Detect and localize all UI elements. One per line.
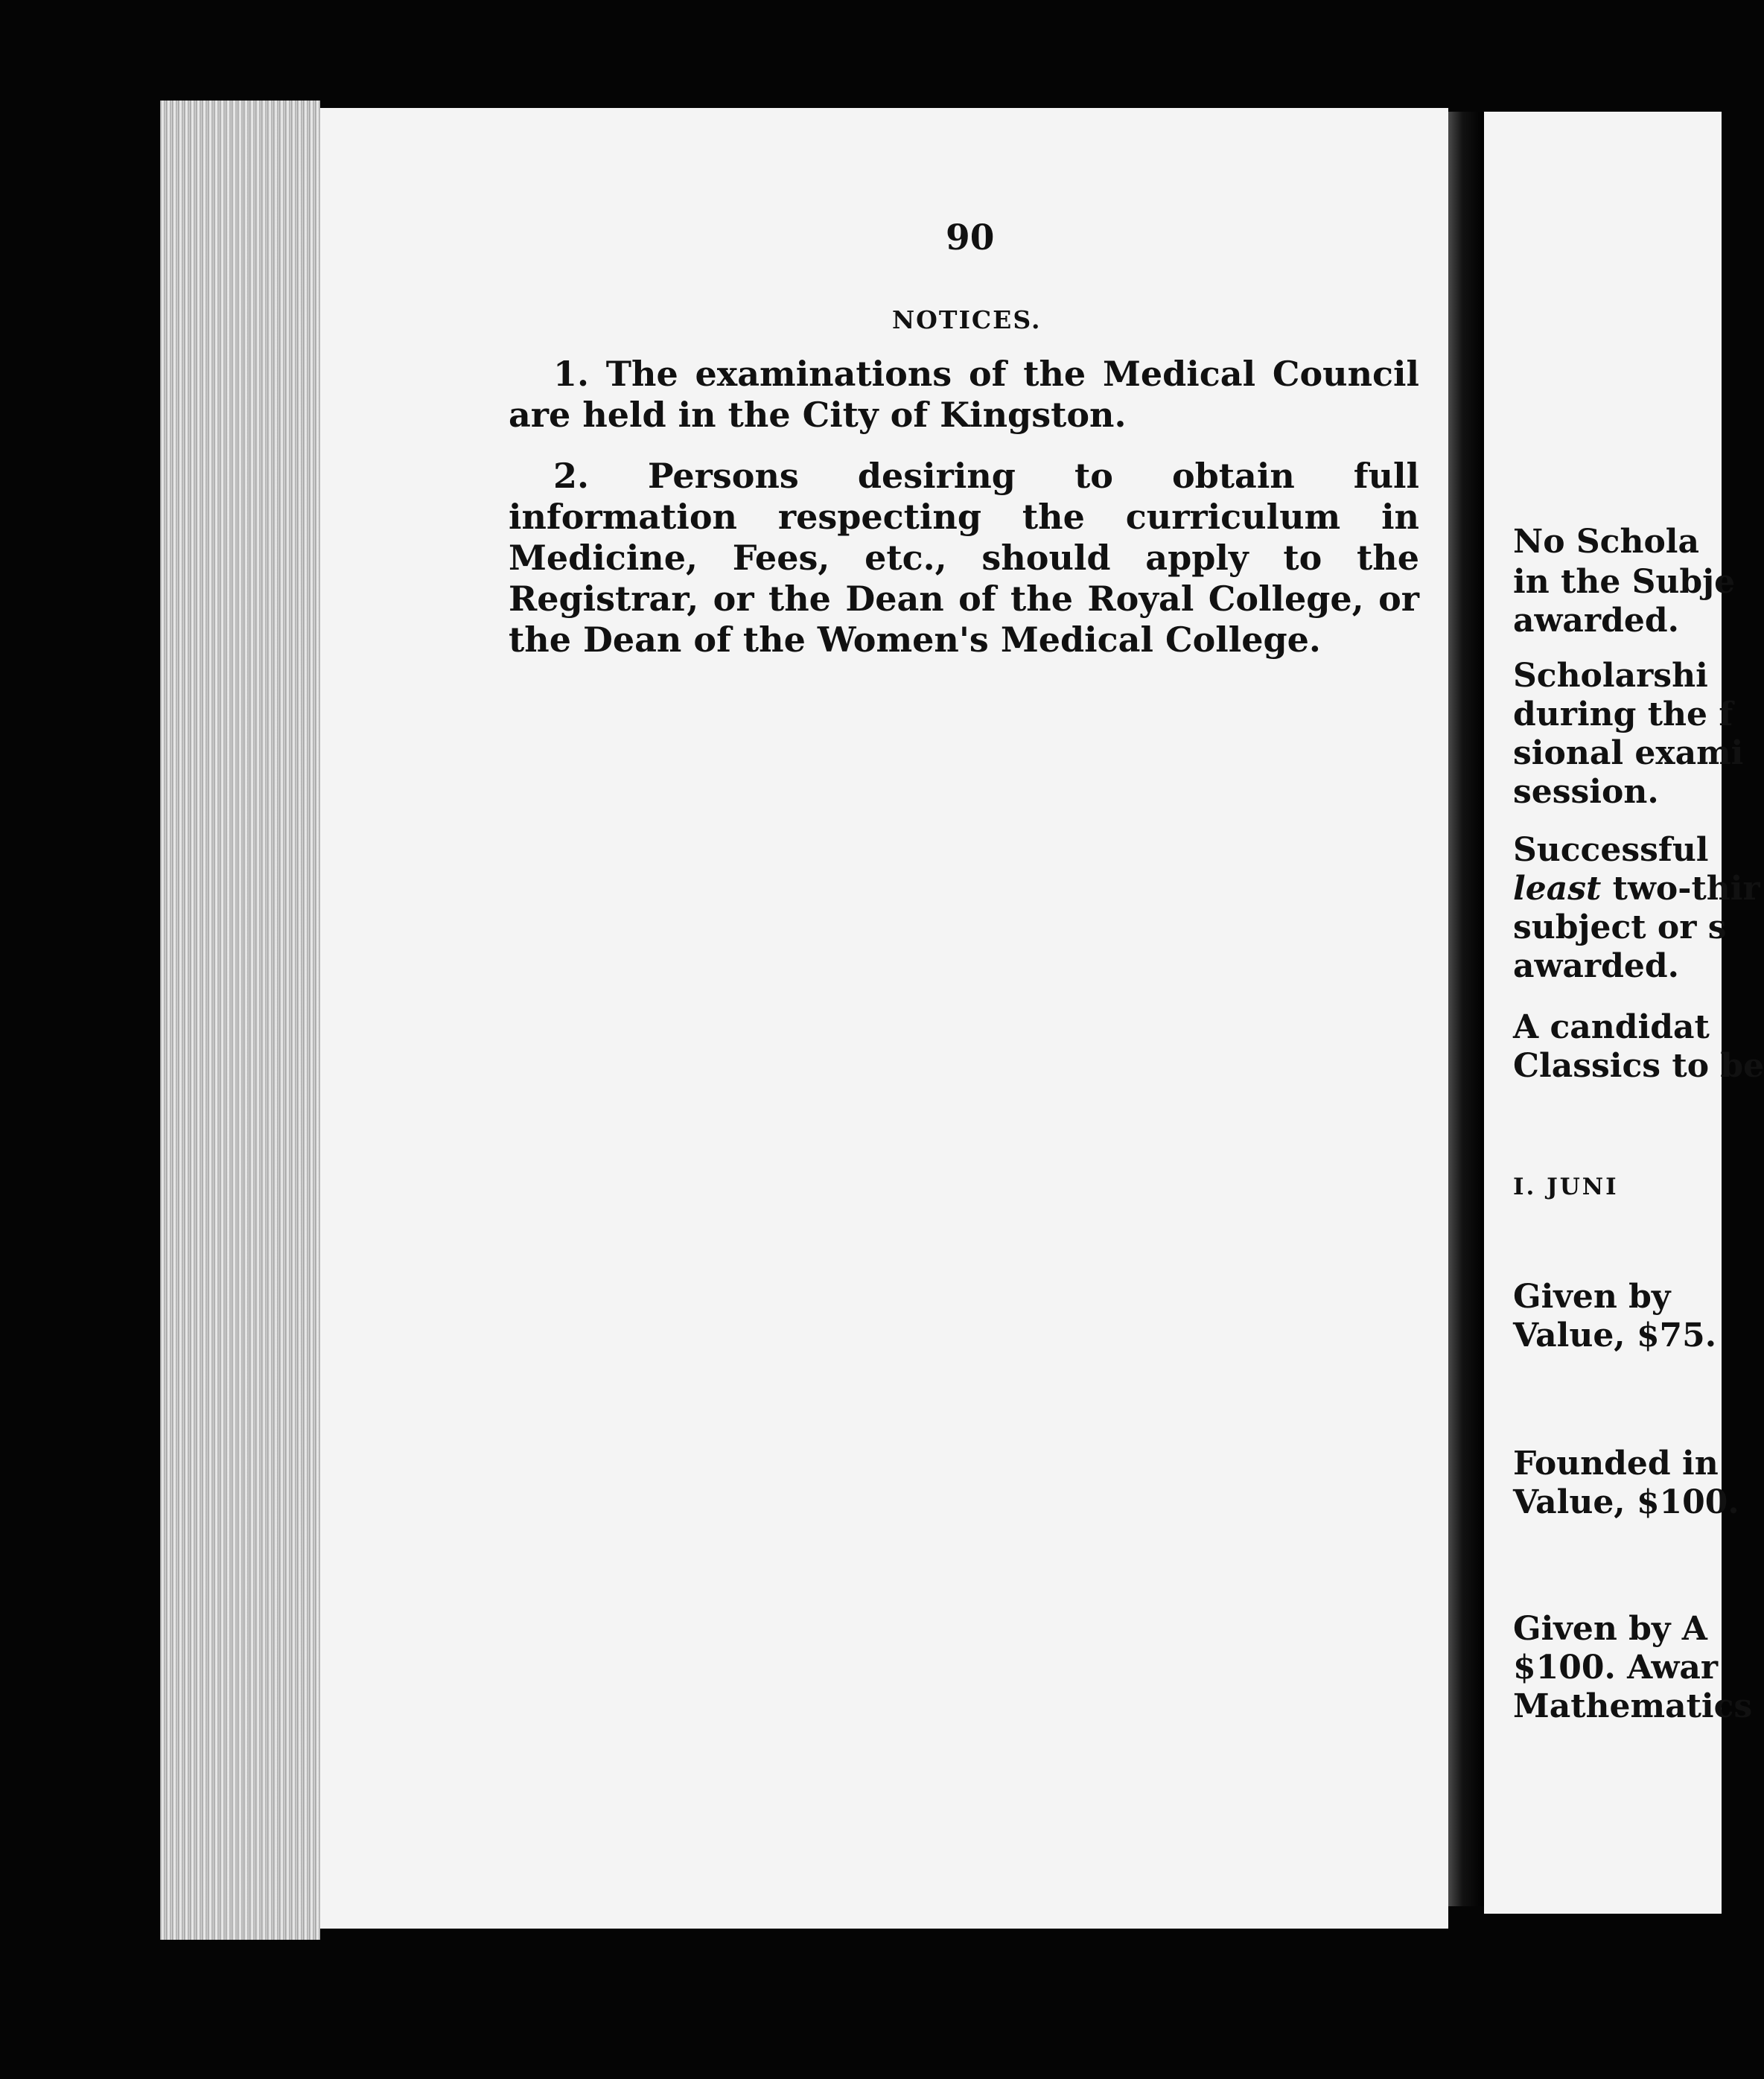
right-line: Successful (1513, 831, 1709, 869)
right-section-heading: I. JUNI (1513, 1174, 1619, 1200)
notice-2 (509, 456, 1419, 660)
right-line: Value, $75. (1513, 1317, 1717, 1354)
right-line: sional exami (1513, 734, 1744, 772)
notice-2-text: 2. Persons desiring to obtain full information respecting the curriculum in Medicine, Fees, etc., should apply to the Registrar, or the Dean of the Royal College, or the Dean of the Women's Medical College. (509, 456, 1419, 660)
notice-1-text: 1. The examinations of the Medical Council are held in the City of Kingston. (509, 354, 1419, 435)
right-line: No Schola (1513, 523, 1700, 561)
right-line: Classics to be (1513, 1047, 1764, 1085)
right-line: Mathematics (1513, 1687, 1753, 1725)
notice-1 (509, 354, 1419, 436)
right-line: awarded. (1513, 602, 1679, 640)
right-line: Scholarshi (1513, 657, 1708, 695)
right-line: Given by A (1513, 1610, 1707, 1648)
right-line: during the f (1513, 695, 1733, 733)
right-line-rest: two-thir (1612, 870, 1760, 908)
right-line: session. (1513, 773, 1659, 811)
book-gutter (1448, 112, 1484, 1906)
right-line: subject or s (1513, 908, 1727, 946)
right-line-italic: least (1513, 870, 1602, 908)
page-edges (160, 101, 320, 1940)
right-line: in the Subje (1513, 563, 1736, 601)
right-line: $100. Awar (1513, 1649, 1719, 1687)
right-line: Founded in (1513, 1445, 1719, 1483)
right-line: awarded. (1513, 947, 1679, 985)
page-number: 90 (946, 217, 995, 258)
right-line: Given by (1513, 1278, 1671, 1316)
right-line (1513, 870, 1760, 908)
right-line: A candidat (1513, 1008, 1710, 1046)
right-line: Value, $100. (1513, 1483, 1739, 1521)
notices-heading: NOTICES. (892, 305, 1042, 334)
